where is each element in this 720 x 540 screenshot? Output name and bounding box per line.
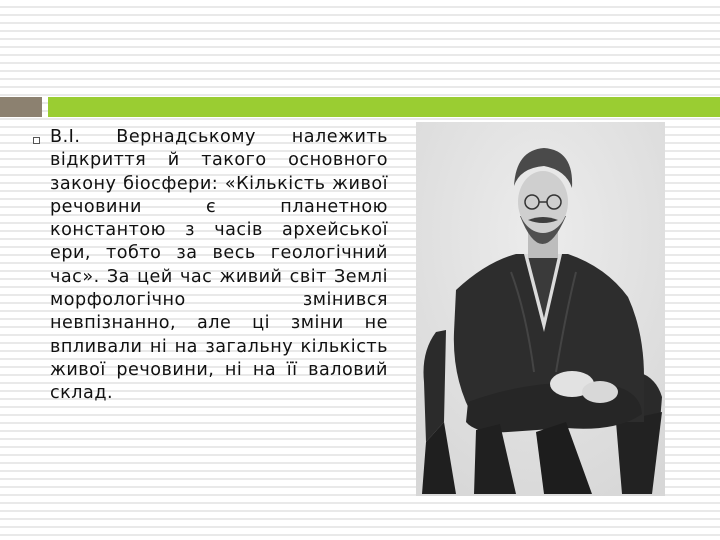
slide-body-text: В.І. Вернадському належить відкриття й такого основного закону біосфери: «Кількість живої речовини є планетною константою з часів архейської ери, тобто за весь геологічний час». За цей час живий світ Землі морфологічно змінився невпізнанно, але ці зміни не впливали ні на загальну кількість живої речовини, ні на її валовий склад. — [50, 127, 388, 404]
bullet-icon — [33, 137, 40, 144]
accent-bar-gray — [0, 97, 42, 117]
portrait-photo — [416, 122, 665, 496]
header-area — [0, 0, 720, 96]
accent-bar-green — [48, 97, 720, 117]
